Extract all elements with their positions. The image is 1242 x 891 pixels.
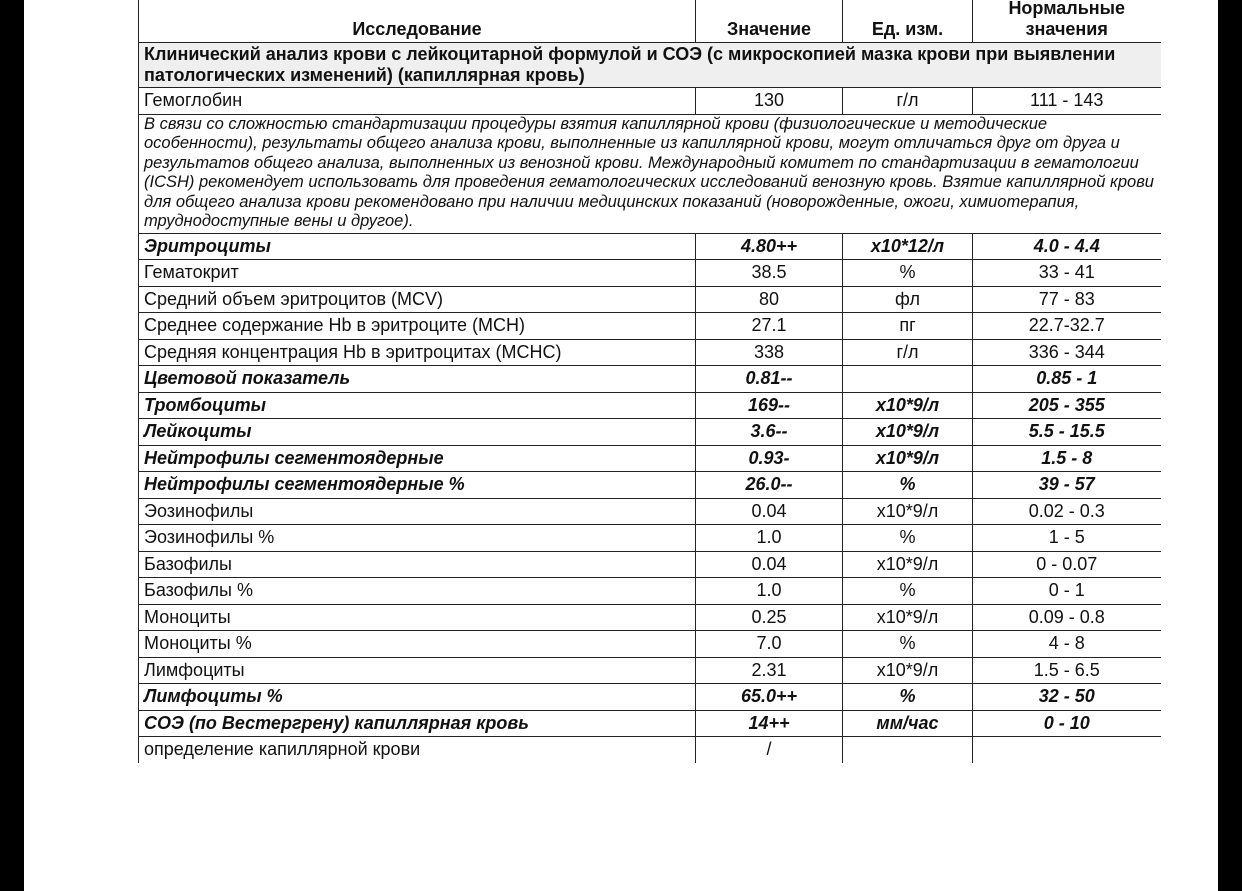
- table-row: [139, 737, 1161, 763]
- cell-value: 4.80++: [696, 233, 843, 260]
- cell-name: СОЭ (по Вестергрену) капиллярная кровь: [139, 710, 696, 737]
- cell-range: 0.09 - 0.8: [973, 604, 1161, 631]
- table-row: [139, 604, 1161, 631]
- cell-unit: г/л: [843, 339, 973, 366]
- cell-unit: %: [843, 260, 973, 287]
- table-row: [139, 710, 1161, 737]
- cell-unit: x10*9/л: [843, 604, 973, 631]
- capillary-blood-note: В связи со сложностью стандартизации процедуры взятия капиллярной крови (физиологические и методические особенности), результаты общего анализа крови, выполненные из капиллярной крови, могут отличаться друг от друга и результатов общего анализа, выполненных из венозной крови. Международный комитет по стандартизации в гематологии (ICSH) рекомендует использовать для проведения гематологических исследований венозную кровь. Взятие капиллярной крови для общего анализа крови рекомендовано при наличии медицинских показаний (новорожденные, ожоги, химиотерапия, труднодоступные вены и другое).: [139, 114, 1161, 233]
- cell-range: 205 - 355: [973, 392, 1161, 419]
- cell-name: Эозинофилы: [139, 498, 696, 525]
- cell-name: Средний объем эритроцитов (MCV): [139, 286, 696, 313]
- cell-value: 0.93-: [696, 445, 843, 472]
- note-row: [139, 114, 1161, 233]
- cell-name: Моноциты: [139, 604, 696, 631]
- cell-value: 1.0: [696, 578, 843, 605]
- cell-unit: x10*9/л: [843, 657, 973, 684]
- cell-unit: [843, 737, 973, 763]
- table-row: [139, 578, 1161, 605]
- cell-value: 7.0: [696, 631, 843, 658]
- cell-value: 338: [696, 339, 843, 366]
- cell-unit: x10*9/л: [843, 392, 973, 419]
- cell-name: Лейкоциты: [139, 419, 696, 446]
- table-row: [139, 684, 1161, 711]
- cell-range: 1.5 - 8: [973, 445, 1161, 472]
- section-title: Клинический анализ крови с лейкоцитарной формулой и СОЭ (с микроскопией мазка крови при выявлении патологических изменений) (капиллярная кровь): [139, 43, 1161, 88]
- cell-name: Эритроциты: [139, 233, 696, 260]
- cell-range: 0 - 0.07: [973, 551, 1161, 578]
- table-row: [139, 551, 1161, 578]
- cell-unit: %: [843, 472, 973, 499]
- table-row: [139, 498, 1161, 525]
- table-row: [139, 392, 1161, 419]
- table-row: [139, 88, 1161, 115]
- cell-range: 0.85 - 1: [973, 366, 1161, 393]
- table-row: [139, 657, 1161, 684]
- cell-unit: г/л: [843, 88, 973, 115]
- header-normal-range: Нормальные значения: [973, 0, 1161, 43]
- cell-unit: %: [843, 578, 973, 605]
- cell-name: Базофилы %: [139, 578, 696, 605]
- cell-name: Лимфоциты: [139, 657, 696, 684]
- cell-range: 77 - 83: [973, 286, 1161, 313]
- cell-value: 65.0++: [696, 684, 843, 711]
- cell-value: 130: [696, 88, 843, 115]
- cell-unit: x10*12/л: [843, 233, 973, 260]
- section-row: [139, 43, 1161, 88]
- cell-value: 80: [696, 286, 843, 313]
- cell-name: Лимфоциты %: [139, 684, 696, 711]
- table-row: [139, 419, 1161, 446]
- table-header-row: [139, 0, 1161, 43]
- cell-range: 336 - 344: [973, 339, 1161, 366]
- cell-name: Эозинофилы %: [139, 525, 696, 552]
- cell-name: Гемоглобин: [139, 88, 696, 115]
- cell-name: Нейтрофилы сегментоядерные %: [139, 472, 696, 499]
- cell-unit: %: [843, 684, 973, 711]
- cell-unit: %: [843, 631, 973, 658]
- cell-unit: фл: [843, 286, 973, 313]
- cell-value: 26.0--: [696, 472, 843, 499]
- cell-value: 169--: [696, 392, 843, 419]
- cell-range: [973, 737, 1161, 763]
- cell-unit: x10*9/л: [843, 551, 973, 578]
- cell-range: 5.5 - 15.5: [973, 419, 1161, 446]
- cell-unit: x10*9/л: [843, 445, 973, 472]
- table-row: [139, 260, 1161, 287]
- cell-name: Нейтрофилы сегментоядерные: [139, 445, 696, 472]
- cell-unit: %: [843, 525, 973, 552]
- cell-value: 0.81--: [696, 366, 843, 393]
- cell-range: 111 - 143: [973, 88, 1161, 115]
- cell-range: 1 - 5: [973, 525, 1161, 552]
- table-row: [139, 525, 1161, 552]
- cell-range: 0 - 1: [973, 578, 1161, 605]
- cell-range: 22.7-32.7: [973, 313, 1161, 340]
- cell-name: Моноциты %: [139, 631, 696, 658]
- cell-value: 0.25: [696, 604, 843, 631]
- table-row: [139, 313, 1161, 340]
- document-page: [24, 0, 1218, 891]
- cell-range: 39 - 57: [973, 472, 1161, 499]
- cell-value: 3.6--: [696, 419, 843, 446]
- cell-value: 38.5: [696, 260, 843, 287]
- cell-value: /: [696, 737, 843, 763]
- cell-range: 33 - 41: [973, 260, 1161, 287]
- header-unit: Ед. изм.: [843, 0, 973, 43]
- table-row: [139, 472, 1161, 499]
- header-value: Значение: [696, 0, 843, 43]
- cell-range: 1.5 - 6.5: [973, 657, 1161, 684]
- results-table: [138, 0, 1161, 763]
- cell-name: Гематокрит: [139, 260, 696, 287]
- cell-name: Средняя концентрация Hb в эритроцитах (MCHC): [139, 339, 696, 366]
- cell-value: 2.31: [696, 657, 843, 684]
- cell-value: 1.0: [696, 525, 843, 552]
- table-row: [139, 445, 1161, 472]
- cell-name: Базофилы: [139, 551, 696, 578]
- cell-unit: мм/час: [843, 710, 973, 737]
- cell-name: Тромбоциты: [139, 392, 696, 419]
- table-row: [139, 233, 1161, 260]
- cell-value: 0.04: [696, 551, 843, 578]
- cell-unit: пг: [843, 313, 973, 340]
- cell-unit: x10*9/л: [843, 419, 973, 446]
- cell-name: Среднее содержание Hb в эритроците (MCH): [139, 313, 696, 340]
- table-row: [139, 631, 1161, 658]
- table-row: [139, 339, 1161, 366]
- cell-range: 32 - 50: [973, 684, 1161, 711]
- table-row: [139, 366, 1161, 393]
- table-row: [139, 286, 1161, 313]
- cell-unit: x10*9/л: [843, 498, 973, 525]
- cell-range: 4.0 - 4.4: [973, 233, 1161, 260]
- cell-name: Цветовой показатель: [139, 366, 696, 393]
- cell-range: 0 - 10: [973, 710, 1161, 737]
- cell-value: 0.04: [696, 498, 843, 525]
- cell-name: определение капиллярной крови: [139, 737, 696, 763]
- header-study: Исследование: [139, 0, 696, 43]
- cell-range: 0.02 - 0.3: [973, 498, 1161, 525]
- cell-unit: [843, 366, 973, 393]
- cell-value: 14++: [696, 710, 843, 737]
- cell-range: 4 - 8: [973, 631, 1161, 658]
- cell-value: 27.1: [696, 313, 843, 340]
